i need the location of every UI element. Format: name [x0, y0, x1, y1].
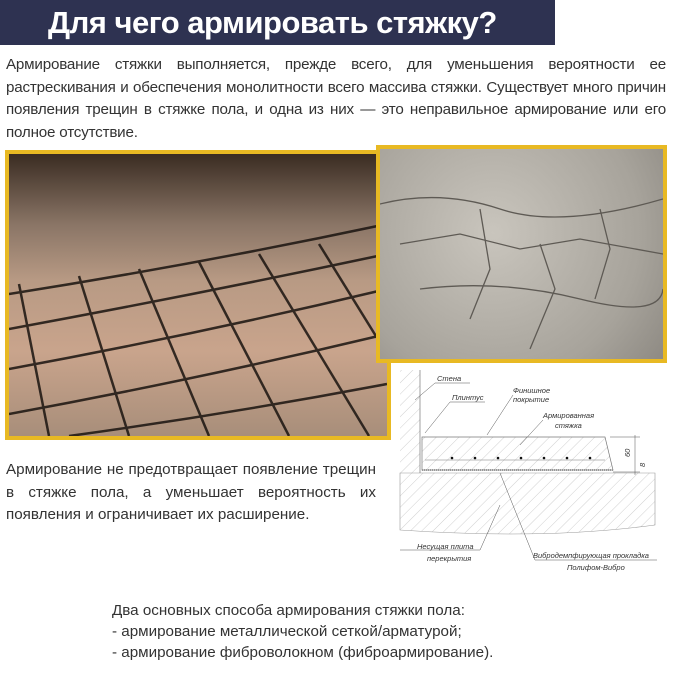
label-pad-1: Вибродемпфирующая прокладка [533, 551, 649, 560]
label-dim-60: 60 [623, 448, 632, 457]
label-screed-1: Армированная [543, 411, 595, 420]
label-plinth: Плинтус [452, 393, 484, 402]
label-screed-2: стяжка [555, 421, 582, 430]
label-wall: Стена [437, 374, 462, 383]
label-finish-2: покрытие [513, 395, 550, 404]
method-item: - армирование металлической сеткой/арматурой; [112, 623, 462, 640]
label-slab-1: Несущая плита [417, 542, 474, 551]
label-pad-2: Полифом-Вибро [567, 563, 625, 572]
label-dim-8: 8 [638, 462, 647, 467]
method-item: - армирование фиброволокном (фиброармирование). [112, 644, 494, 661]
screed-cross-section-diagram [395, 365, 676, 580]
methods-heading: Два основных способа армирования стяжки пола: [112, 602, 465, 619]
methods-list [112, 600, 493, 663]
page-title: Для чего армировать стяжку? [0, 0, 555, 45]
intro-paragraph: Армирование стяжки выполняется, прежде всего, для уменьшения вероятности ее растрескивания и обеспечения монолитности всего массива стяжки. Существует много причин появления трещин в стяжке пола, и одна из них — это неправильное армирование или его полное отсутствие. [6, 56, 666, 141]
note-paragraph: Армирование не предотвращает появление трещин в стяжке пола, а уменьшает вероятность их появления и ограничивает их расширение. [6, 461, 376, 523]
label-finish-1: Финишное [513, 386, 551, 395]
cracked-screed-photo [376, 145, 667, 363]
reinforcement-mesh-photo [5, 150, 391, 440]
label-slab-2: перекрытия [427, 554, 472, 563]
